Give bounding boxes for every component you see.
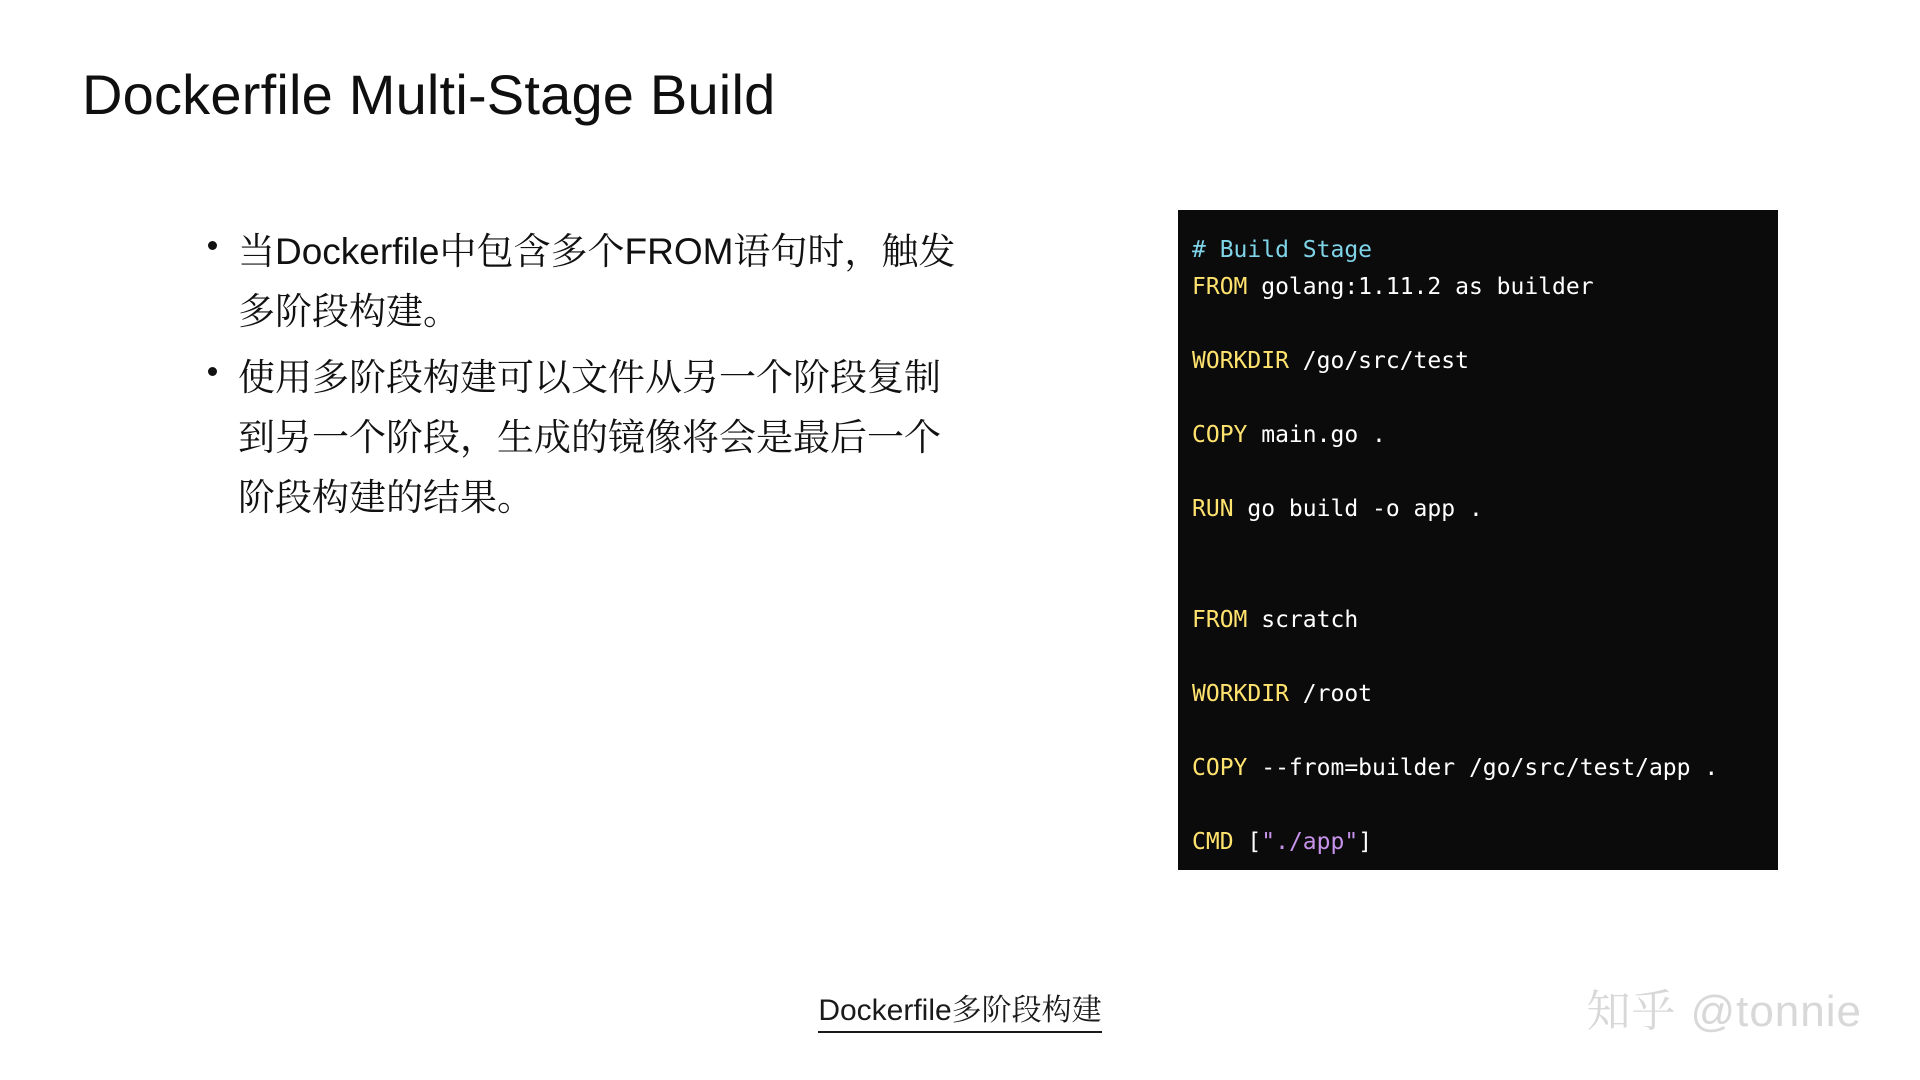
code-token: "./app" [1261,829,1359,855]
list-item [200,222,960,342]
page-title: Dockerfile Multi-Stage Build [82,63,776,126]
code-line [1178,417,1778,454]
code-token: WORKDIR [1192,348,1289,374]
watermark [1586,975,1862,1039]
watermark-handle: @tonnie [1690,987,1862,1036]
code-line [1178,528,1778,565]
code-block [1178,210,1778,870]
code-token: main.go . [1247,422,1386,448]
code-line [1178,306,1778,343]
code-line [1178,343,1778,380]
code-line [1178,454,1778,491]
code-line [1178,602,1778,639]
code-token: CMD [1192,829,1234,855]
figure-caption-text: Dockerfile多阶段构建 [818,994,1101,1033]
code-line [1178,380,1778,417]
code-token: FROM [1192,274,1248,300]
code-token: # Build Stage [1192,237,1373,263]
code-line [1178,750,1778,787]
list-item [200,348,960,528]
code-token: scratch [1247,607,1359,633]
code-token: ] [1358,829,1373,855]
list-item-text: 使用多阶段构建可以文件从另一个阶段复制到另一个阶段，生成的镜像将会是最后一个阶段构建的结果。 [238,356,941,518]
code-token: COPY [1192,422,1248,448]
bullet-list [200,222,960,534]
code-token: /root [1288,681,1373,707]
bullet-dot-icon [208,367,217,376]
code-line [1178,639,1778,676]
code-line [1178,787,1778,824]
code-token: WORKDIR [1192,681,1289,707]
code-token: --from=builder /go/src/test/app . [1247,755,1719,781]
code-line [1178,565,1778,602]
code-line [1178,232,1778,269]
code-line [1178,713,1778,750]
watermark-logo: 知乎 [1586,987,1677,1036]
code-token: [ [1233,829,1262,855]
code-token: RUN [1192,496,1234,522]
code-token: go build -o app . [1233,496,1483,522]
code-line [1178,676,1778,713]
code-line [1178,269,1778,306]
list-item-text: 当Dockerfile中包含多个FROM语句时，触发多阶段构建。 [238,231,956,332]
bullet-dot-icon [208,241,217,250]
code-token: FROM [1192,607,1248,633]
code-token: COPY [1192,755,1248,781]
code-token: golang:1.11.2 as builder [1247,274,1594,300]
code-line [1178,824,1778,861]
code-line [1178,491,1778,528]
code-token: /go/src/test [1288,348,1469,374]
